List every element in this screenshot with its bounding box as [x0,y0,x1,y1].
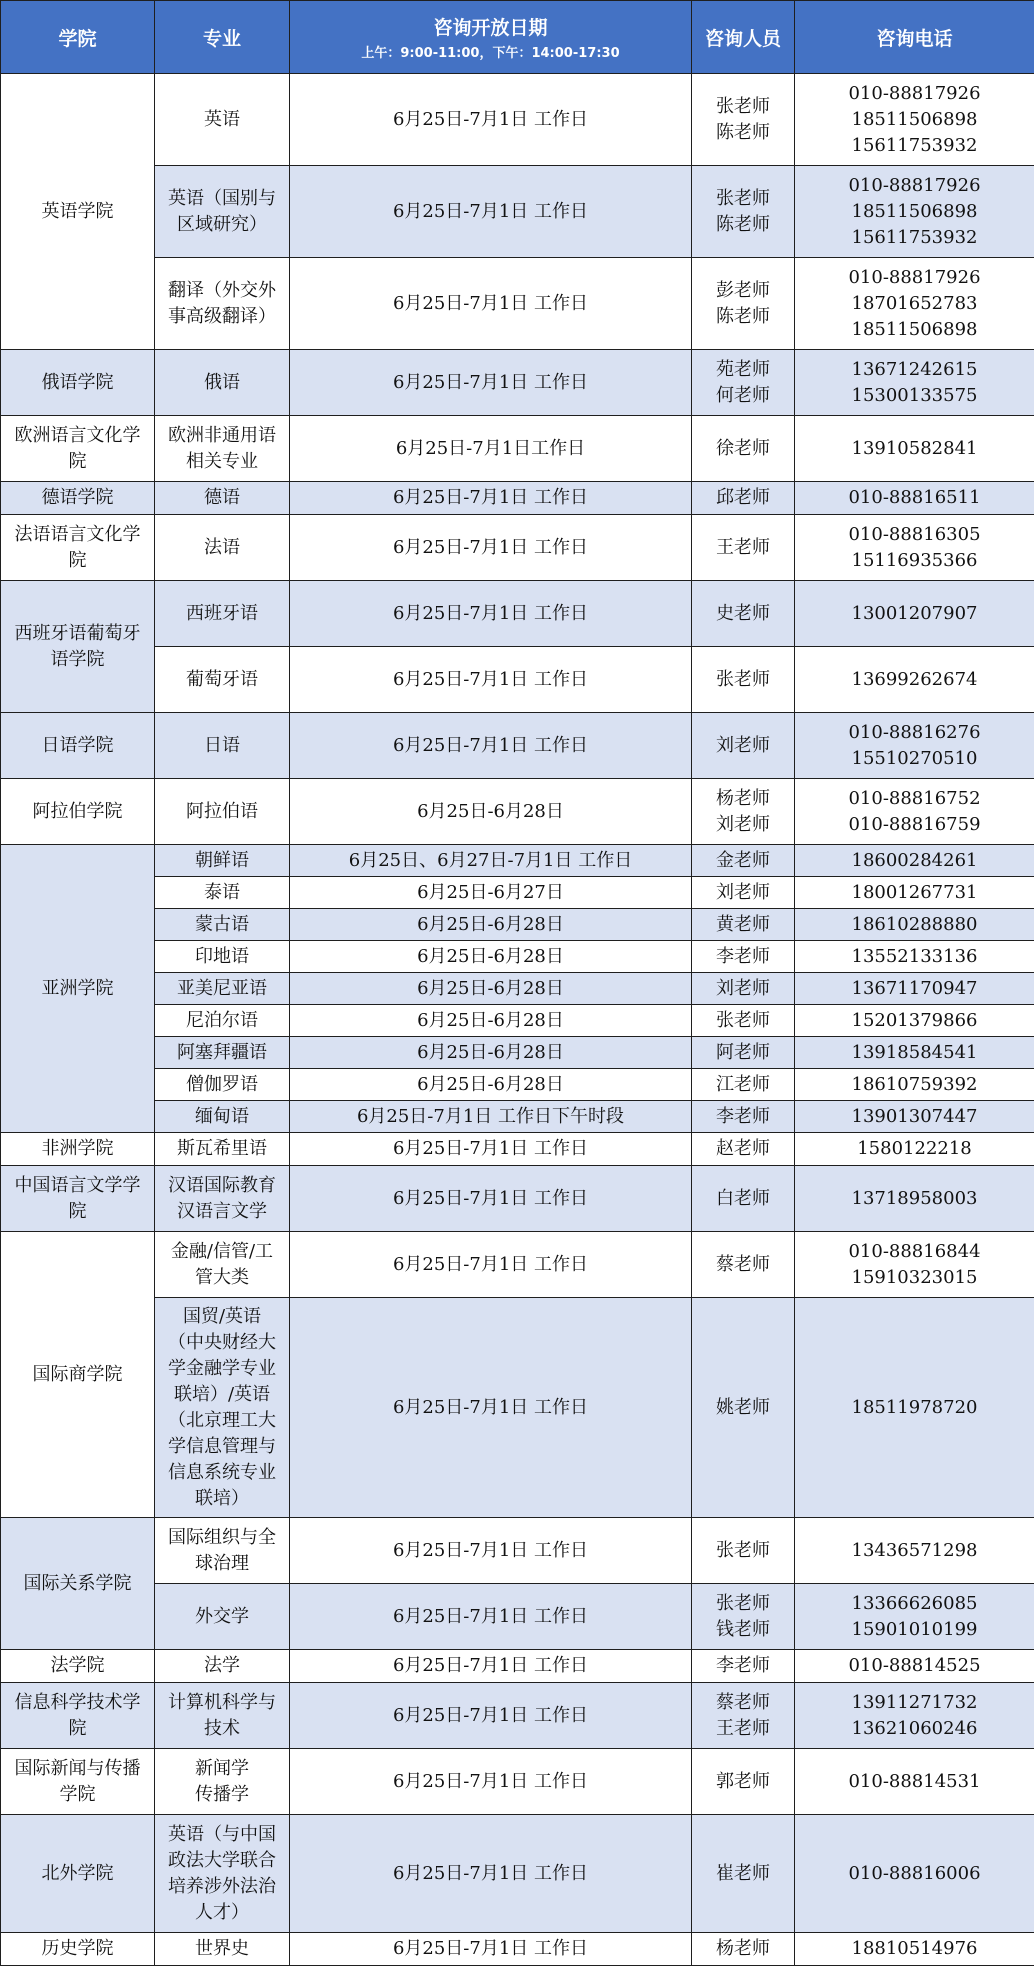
phone-cell: 18511978720 [795,1298,1034,1518]
phone-cell: 010-88816006 [795,1815,1034,1933]
date-cell: 6月25日-6月28日 [290,973,692,1005]
staff-cell: 白老师 [692,1166,795,1232]
major-cell: 德语 [155,482,290,515]
staff-cell: 张老师 [692,1518,795,1584]
phone-cell: 13910582841 [795,416,1034,482]
major-cell: 朝鲜语 [155,845,290,877]
table-row [1,482,1034,515]
staff-cell: 张老师 陈老师 [692,74,795,166]
major-cell: 国贸/英语 （中央财经大 学金融学专业 联培）/英语 （北京理工大 学信息管理与 信息系统专业 联培） [155,1298,290,1518]
date-cell: 6月25日-6月28日 [290,1069,692,1101]
phone-cell: 13552133136 [795,941,1034,973]
staff-cell: 杨老师 刘老师 [692,779,795,845]
table-row [1,1005,1034,1037]
major-cell: 欧洲非通用语 相关专业 [155,416,290,482]
major-cell: 西班牙语 [155,581,290,647]
phone-cell: 13671242615 15300133575 [795,350,1034,416]
major-cell: 世界史 [155,1933,290,1966]
table-row [1,515,1034,581]
major-cell: 僧伽罗语 [155,1069,290,1101]
staff-cell: 李老师 [692,941,795,973]
table-row [1,1749,1034,1815]
staff-cell: 彭老师 陈老师 [692,258,795,350]
staff-cell: 张老师 陈老师 [692,166,795,258]
phone-cell: 13436571298 [795,1518,1034,1584]
header-major-label: 专业 [202,27,241,50]
college-cell: 信息科学技术学 院 [1,1683,155,1749]
staff-cell: 赵老师 [692,1133,795,1166]
major-cell: 外交学 [155,1584,290,1650]
date-cell: 6月25日-7月1日工作日 [290,416,692,482]
college-cell: 亚洲学院 [1,845,155,1133]
staff-cell: 蔡老师 [692,1232,795,1298]
phone-cell: 13699262674 [795,647,1034,713]
date-cell: 6月25日-6月28日 [290,941,692,973]
college-cell: 国际新闻与传播 学院 [1,1749,155,1815]
staff-cell: 金老师 [692,845,795,877]
date-cell: 6月25日-6月28日 [290,779,692,845]
date-cell: 6月25日-6月28日 [290,909,692,941]
phone-cell: 010-88816276 15510270510 [795,713,1034,779]
staff-cell: 刘老师 [692,877,795,909]
major-cell: 法语 [155,515,290,581]
staff-cell: 张老师 [692,647,795,713]
staff-cell: 苑老师 何老师 [692,350,795,416]
staff-cell: 蔡老师 王老师 [692,1683,795,1749]
header-college [1,1,155,74]
major-cell: 蒙古语 [155,909,290,941]
table-row [1,1815,1034,1933]
table-row [1,258,1034,350]
major-cell: 俄语 [155,350,290,416]
table-row [1,416,1034,482]
date-cell: 6月25日-7月1日 工作日 [290,647,692,713]
college-cell: 西班牙语葡萄牙 语学院 [1,581,155,713]
staff-cell: 李老师 [692,1101,795,1133]
table-row [1,74,1034,166]
major-cell: 阿拉伯语 [155,779,290,845]
table-row [1,909,1034,941]
phone-cell: 18610759392 [795,1069,1034,1101]
major-cell: 翻译（外交外 事高级翻译） [155,258,290,350]
table-row [1,647,1034,713]
header-phone [795,1,1034,74]
date-cell: 6月25日-7月1日 工作日 [290,1683,692,1749]
college-cell: 德语学院 [1,482,155,515]
date-cell: 6月25日-7月1日 工作日 [290,1166,692,1232]
table-row [1,973,1034,1005]
major-cell: 尼泊尔语 [155,1005,290,1037]
date-cell: 6月25日-6月28日 [290,1037,692,1069]
phone-cell: 010-88817926 18701652783 18511506898 [795,258,1034,350]
phone-cell: 010-88816511 [795,482,1034,515]
table-row [1,779,1034,845]
phone-cell: 13911271732 13621060246 [795,1683,1034,1749]
college-cell: 英语学院 [1,74,155,350]
header-row [1,1,1034,74]
table-row [1,1133,1034,1166]
date-cell: 6月25日-7月1日 工作日下午时段 [290,1101,692,1133]
table-row [1,1518,1034,1584]
major-cell: 英语 [155,74,290,166]
table-row [1,581,1034,647]
staff-cell: 邱老师 [692,482,795,515]
staff-cell: 江老师 [692,1069,795,1101]
date-cell: 6月25日-6月27日 [290,877,692,909]
date-cell: 6月25日-6月28日 [290,1005,692,1037]
phone-cell: 13901307447 [795,1101,1034,1133]
staff-cell: 张老师 钱老师 [692,1584,795,1650]
staff-cell: 刘老师 [692,713,795,779]
date-cell: 6月25日、6月27日-7月1日 工作日 [290,845,692,877]
header-major [155,1,290,74]
college-cell: 北外学院 [1,1815,155,1933]
phone-cell: 13001207907 [795,581,1034,647]
major-cell: 英语（国别与 区域研究） [155,166,290,258]
staff-cell: 杨老师 [692,1933,795,1966]
major-cell: 国际组织与全 球治理 [155,1518,290,1584]
phone-cell: 010-88816844 15910323015 [795,1232,1034,1298]
major-cell: 缅甸语 [155,1101,290,1133]
phone-cell: 18001267731 [795,877,1034,909]
staff-cell: 崔老师 [692,1815,795,1933]
college-cell: 俄语学院 [1,350,155,416]
phone-cell: 15201379866 [795,1005,1034,1037]
major-cell: 印地语 [155,941,290,973]
date-cell: 6月25日-7月1日 工作日 [290,1933,692,1966]
major-cell: 汉语国际教育 汉语言文学 [155,1166,290,1232]
staff-cell: 李老师 [692,1650,795,1683]
phone-cell: 010-88817926 18511506898 15611753932 [795,166,1034,258]
table-row [1,1101,1034,1133]
header-date [290,1,692,74]
college-cell: 历史学院 [1,1933,155,1966]
header-staff [692,1,795,74]
staff-cell: 徐老师 [692,416,795,482]
date-cell: 6月25日-7月1日 工作日 [290,581,692,647]
major-cell: 阿塞拜疆语 [155,1037,290,1069]
header-college-label: 学院 [58,27,97,50]
college-cell: 国际商学院 [1,1232,155,1518]
date-cell: 6月25日-7月1日 工作日 [290,1749,692,1815]
table-row [1,941,1034,973]
staff-cell: 王老师 [692,515,795,581]
college-cell: 日语学院 [1,713,155,779]
phone-cell: 13366626085 15901010199 [795,1584,1034,1650]
major-cell: 斯瓦希里语 [155,1133,290,1166]
staff-cell: 史老师 [692,581,795,647]
table-row [1,1232,1034,1298]
date-cell: 6月25日-7月1日 工作日 [290,515,692,581]
date-cell: 6月25日-7月1日 工作日 [290,258,692,350]
major-cell: 泰语 [155,877,290,909]
phone-cell: 18810514976 [795,1933,1034,1966]
table-row [1,1166,1034,1232]
phone-cell: 010-88817926 18511506898 15611753932 [795,74,1034,166]
phone-cell: 010-88814525 [795,1650,1034,1683]
date-cell: 6月25日-7月1日 工作日 [290,1232,692,1298]
table-row [1,1069,1034,1101]
table-row [1,350,1034,416]
date-cell: 6月25日-7月1日 工作日 [290,482,692,515]
college-cell: 国际关系学院 [1,1518,155,1650]
table-row [1,166,1034,258]
date-cell: 6月25日-7月1日 工作日 [290,1298,692,1518]
date-cell: 6月25日-7月1日 工作日 [290,166,692,258]
college-cell: 非洲学院 [1,1133,155,1166]
major-cell: 葡萄牙语 [155,647,290,713]
college-cell: 中国语言文学学 院 [1,1166,155,1232]
staff-cell: 姚老师 [692,1298,795,1518]
phone-cell: 13918584541 [795,1037,1034,1069]
date-cell: 6月25日-7月1日 工作日 [290,713,692,779]
college-cell: 法语语言文化学 院 [1,515,155,581]
phone-cell: 010-88816752 010-88816759 [795,779,1034,845]
header-phone-label: 咨询电话 [876,27,953,50]
major-cell: 英语（与中国 政法大学联合 培养涉外法治 人才） [155,1815,290,1933]
date-cell: 6月25日-7月1日 工作日 [290,350,692,416]
major-cell: 亚美尼亚语 [155,973,290,1005]
staff-cell: 黄老师 [692,909,795,941]
date-cell: 6月25日-7月1日 工作日 [290,1518,692,1584]
staff-cell: 刘老师 [692,973,795,1005]
table-row [1,1037,1034,1069]
phone-cell: 13671170947 [795,973,1034,1005]
table-row [1,1584,1034,1650]
major-cell: 金融/信管/工 管大类 [155,1232,290,1298]
table-row [1,845,1034,877]
college-cell: 阿拉伯学院 [1,779,155,845]
phone-cell: 18600284261 [795,845,1034,877]
college-cell: 法学院 [1,1650,155,1683]
phone-cell: 13718958003 [795,1166,1034,1232]
header-date-sublabel: 上午：9:00-11:00，下午：14:00-17:30 [361,46,620,61]
header-date-label: 咨询开放日期 [433,17,548,39]
staff-cell: 郭老师 [692,1749,795,1815]
table-row [1,713,1034,779]
staff-cell: 张老师 [692,1005,795,1037]
date-cell: 6月25日-7月1日 工作日 [290,1650,692,1683]
table-row [1,877,1034,909]
major-cell: 日语 [155,713,290,779]
table-row [1,1683,1034,1749]
table-row [1,1298,1034,1518]
header-staff-label: 咨询人员 [704,27,781,50]
table-row [1,1650,1034,1683]
table-row [1,1933,1034,1966]
phone-cell: 1580122218 [795,1133,1034,1166]
date-cell: 6月25日-7月1日 工作日 [290,74,692,166]
staff-cell: 阿老师 [692,1037,795,1069]
date-cell: 6月25日-7月1日 工作日 [290,1584,692,1650]
phone-cell: 18610288880 [795,909,1034,941]
phone-cell: 010-88816305 15116935366 [795,515,1034,581]
date-cell: 6月25日-7月1日 工作日 [290,1815,692,1933]
phone-cell: 010-88814531 [795,1749,1034,1815]
college-cell: 欧洲语言文化学 院 [1,416,155,482]
major-cell: 计算机科学与 技术 [155,1683,290,1749]
date-cell: 6月25日-7月1日 工作日 [290,1133,692,1166]
major-cell: 新闻学 传播学 [155,1749,290,1815]
major-cell: 法学 [155,1650,290,1683]
